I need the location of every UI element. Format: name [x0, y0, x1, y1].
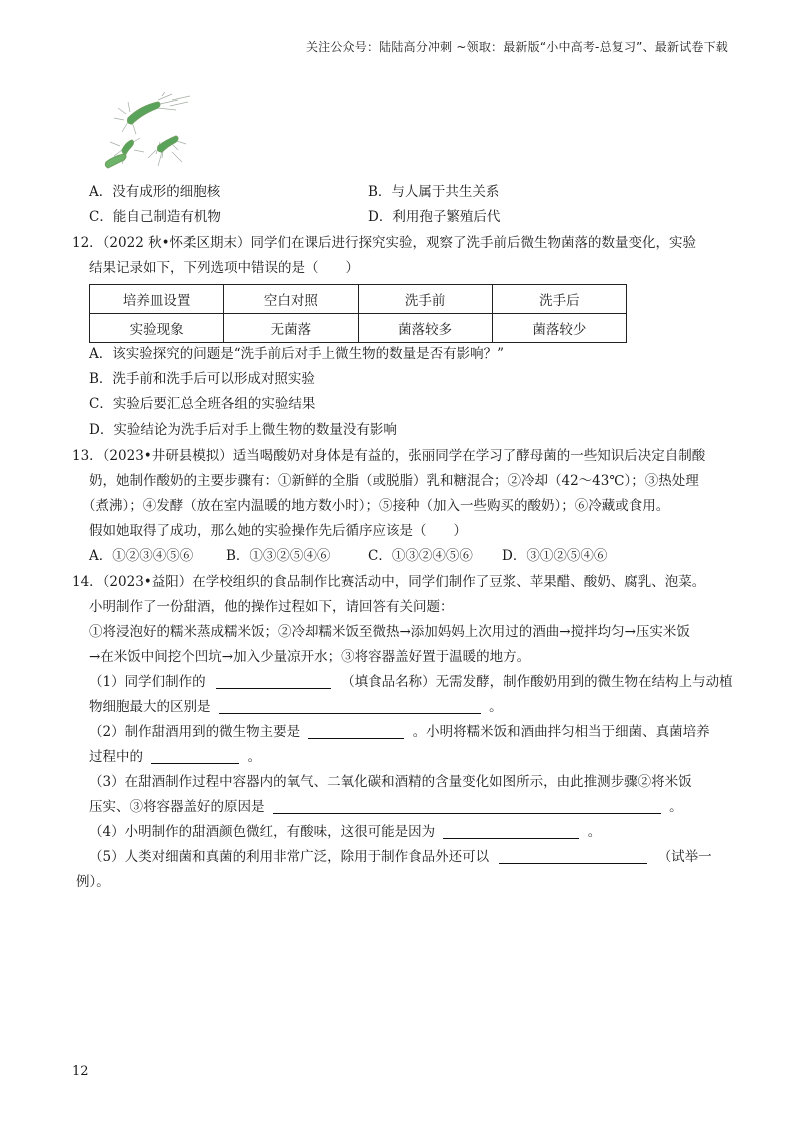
- q14-line3: ①将浸泡好的糯米蒸成糯米饭；②冷却糯米饭至微热→添加妈妈上次用过的酒曲→搅拌均匀→压实米饭: [89, 624, 690, 640]
- table-cell: 培养皿设置: [90, 285, 224, 314]
- q14-part5-text-a: （5）人类对细菌和真菌的利用非常广泛，除用于制作食品外还可以: [89, 849, 490, 865]
- q14-line1: 14．（2023•益阳）在学校组织的食品制作比赛活动中，同学们制作了豆浆、苹果醋、酸奶、腐乳、泡菜。: [72, 574, 706, 590]
- q11-option-a: A．没有成形的细胞核: [89, 184, 221, 200]
- q14-part3-end: 。: [669, 799, 683, 815]
- q14-part1-text-c: 物细胞最大的区别是: [89, 699, 211, 715]
- q14-line4: →在米饭中间挖个凹坑→加入少量凉开水；③将容器盖好置于温暖的地方。: [89, 649, 531, 665]
- q13-option-a: A．①②③④⑤⑥: [89, 548, 194, 564]
- q12-stem-line1: 12．（2022 秋•怀柔区期末）同学们在课后进行探究实验，观察了洗手前后微生物菌落的数量变化，实验: [72, 235, 697, 251]
- q14-part4-line: [89, 822, 601, 842]
- q12-option-a: A．该实验探究的问题是“洗手前后对手上微生物的数量是否有影响？”: [89, 346, 505, 362]
- answer-blank[interactable]: [273, 798, 661, 814]
- q14-part2-text-b: 。小明将糯米饭和酒曲拌匀相当于细菌、真菌培养: [412, 724, 710, 740]
- page-number: 12: [72, 1064, 89, 1079]
- q14-part1-text-b: （填食品名称）无需发酵，制作酸奶用到的微生物在结构上与动植: [341, 674, 733, 690]
- q14-part5-line2: 例）。: [76, 874, 110, 890]
- table-row: [90, 285, 627, 314]
- q14-part4-text-a: （4）小明制作的甜酒颜色微红，有酸味，这很可能是因为: [89, 824, 436, 840]
- q14-part1-line1: [89, 672, 733, 692]
- page-header: 关注公众号：陆陆高分冲刺 ~领取：最新版“小中高考-总复习”、最新试卷下载: [305, 40, 728, 54]
- q13-option-c: C．①③②④⑤⑥: [368, 548, 473, 564]
- q14-part1-text-a: （1）同学们制作的: [89, 674, 206, 690]
- answer-blank[interactable]: [308, 723, 404, 739]
- table-cell: 菌落较少: [492, 314, 626, 343]
- q12-option-d: D．实验结论为洗手后对手上微生物的数量没有影响: [89, 422, 397, 438]
- table-cell: 无菌落: [224, 314, 358, 343]
- q11-option-d: D．利用孢子繁殖后代: [368, 209, 501, 225]
- q14-part2-end: 。: [247, 749, 262, 765]
- q14-part5-line1: [89, 847, 712, 867]
- q14-part3-line2: [89, 797, 683, 817]
- q13-line2: 奶，她制作酸奶的主要步骤有：①新鲜的全脂（或脱脂）乳和糖混合；②冷却（42～43℃）；③热处理: [89, 473, 699, 489]
- q14-line2: 小明制作了一份甜酒，他的操作过程如下，请回答有关问题：: [89, 599, 454, 615]
- q14-part5-text-b: （试举一: [657, 849, 712, 865]
- q11-option-b: B．与人属于共生关系: [368, 184, 500, 200]
- q13-option-b: B．①③②⑤④⑥: [226, 548, 331, 564]
- answer-blank[interactable]: [216, 673, 331, 689]
- q12-option-b: B．洗手前和洗手后可以形成对照实验: [89, 371, 315, 387]
- q12-stem-line2: 结果记录如下，下列选项中错误的是（ ）: [89, 260, 359, 276]
- bacteria-illustration: [100, 92, 195, 172]
- table-row: [90, 314, 627, 343]
- q14-part4-end: 。: [587, 824, 602, 840]
- q13-line4: 假如她取得了成功，那么她的实验操作先后循序应该是（ ）: [89, 523, 467, 539]
- q14-part2-line2: [89, 747, 261, 767]
- q13-line1: 13．（2023•井研县模拟）适当喝酸奶对身体是有益的，张丽同学在学习了酵母菌的一些知识后决定自制酸: [72, 448, 706, 464]
- q12-option-c: C．实验后要汇总全班各组的实验结果: [89, 396, 316, 412]
- q14-part3-text-b: 压实、③将容器盖好的原因是: [89, 799, 265, 815]
- q14-part1-end: 。: [489, 699, 503, 715]
- q14-part1-line2: [89, 697, 503, 717]
- q14-part2-text-a: （2）制作甜酒用到的微生物主要是: [89, 724, 301, 740]
- q14-part2-text-c: 过程中的: [89, 749, 143, 765]
- answer-blank[interactable]: [219, 698, 481, 714]
- q13-option-d: D．③①②⑤④⑥: [502, 548, 608, 564]
- answer-blank[interactable]: [499, 848, 647, 864]
- answer-blank[interactable]: [151, 748, 239, 764]
- q12-result-table: [89, 284, 627, 343]
- table-cell: 空白对照: [224, 285, 358, 314]
- table-cell: 实验现象: [90, 314, 224, 343]
- q13-line3: （煮沸）；④发酵（放在室内温暖的地方数小时）；⑤接种（加入一些购买的酸奶）；⑥冷藏或食用。: [82, 498, 670, 514]
- q14-part2-line1: [89, 722, 710, 742]
- q11-option-c: C．能自己制造有机物: [89, 209, 221, 225]
- q14-part3-line1: （3）在甜酒制作过程中容器内的氧气、二氧化碳和酒精的含量变化如图所示，由此推测步骤②将米饭: [89, 774, 692, 790]
- answer-blank[interactable]: [443, 823, 579, 839]
- table-cell: 菌落较多: [358, 314, 492, 343]
- table-cell: 洗手前: [358, 285, 492, 314]
- table-cell: 洗手后: [492, 285, 626, 314]
